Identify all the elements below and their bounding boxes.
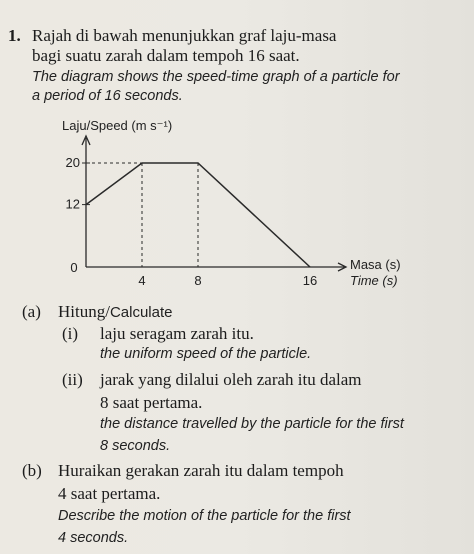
graph-axes xyxy=(82,136,346,271)
part-a-ii-label: (ii) xyxy=(62,370,83,389)
question-english-line-2: a period of 16 seconds. xyxy=(32,88,183,104)
x-tick-label-8: 8 xyxy=(194,273,202,288)
part-a-ii-english-line-2: 8 seconds. xyxy=(100,438,171,454)
part-b-label: (b) xyxy=(22,461,42,480)
y-tick-label-12: 12 xyxy=(65,196,80,212)
part-a-ii-english-line-1: the distance travelled by the particle for the first xyxy=(100,416,404,432)
part-a-i-malay: laju seragam zarah itu. xyxy=(100,324,254,343)
x-axis-title-malay: Masa (s) xyxy=(350,257,401,272)
question-malay-line-1: Rajah di bawah menunjukkan graf laju-masa xyxy=(32,26,337,45)
x-tick-label-0: 0 xyxy=(70,260,78,275)
question-number: 1. xyxy=(8,26,21,45)
question-english-line-1: The diagram shows the speed-time graph of a particle for xyxy=(32,69,400,85)
graph-guides xyxy=(86,163,310,267)
part-a-title xyxy=(58,302,173,322)
part-a-i-english: the uniform speed of the particle. xyxy=(100,346,312,362)
graph-labels xyxy=(62,118,401,288)
part-a-ii-malay-line-1: jarak yang dilalui oleh zarah itu dalam xyxy=(100,370,362,389)
part-a-title-malay: Hitung/ xyxy=(58,302,110,321)
graph-series xyxy=(86,163,310,267)
x-tick-label-16: 16 xyxy=(302,273,318,288)
speed-time-graph xyxy=(30,112,430,302)
question-malay-line-2: bagi suatu zarah dalam tempoh 16 saat. xyxy=(32,46,300,65)
x-tick-label-4: 4 xyxy=(138,273,146,288)
part-b-english-line-1: Describe the motion of the particle for the first xyxy=(58,508,351,524)
y-tick-label-20: 20 xyxy=(65,155,80,170)
x-axis-title-english: Time (s) xyxy=(350,273,398,288)
part-a-i-label: (i) xyxy=(62,324,79,343)
part-a-title-english: Calculate xyxy=(109,304,173,321)
speed-line xyxy=(86,163,310,267)
part-b-english-line-2: 4 seconds. xyxy=(58,530,129,546)
part-b-malay-line-1: Huraikan gerakan zarah itu dalam tempoh xyxy=(58,461,344,480)
part-a-label: (a) xyxy=(22,302,41,321)
y-axis-title: Laju/Speed (m s⁻¹) xyxy=(62,118,173,133)
part-a-ii-malay-line-2: 8 saat pertama. xyxy=(100,393,203,412)
part-b-malay-line-2: 4 saat pertama. xyxy=(58,484,161,503)
